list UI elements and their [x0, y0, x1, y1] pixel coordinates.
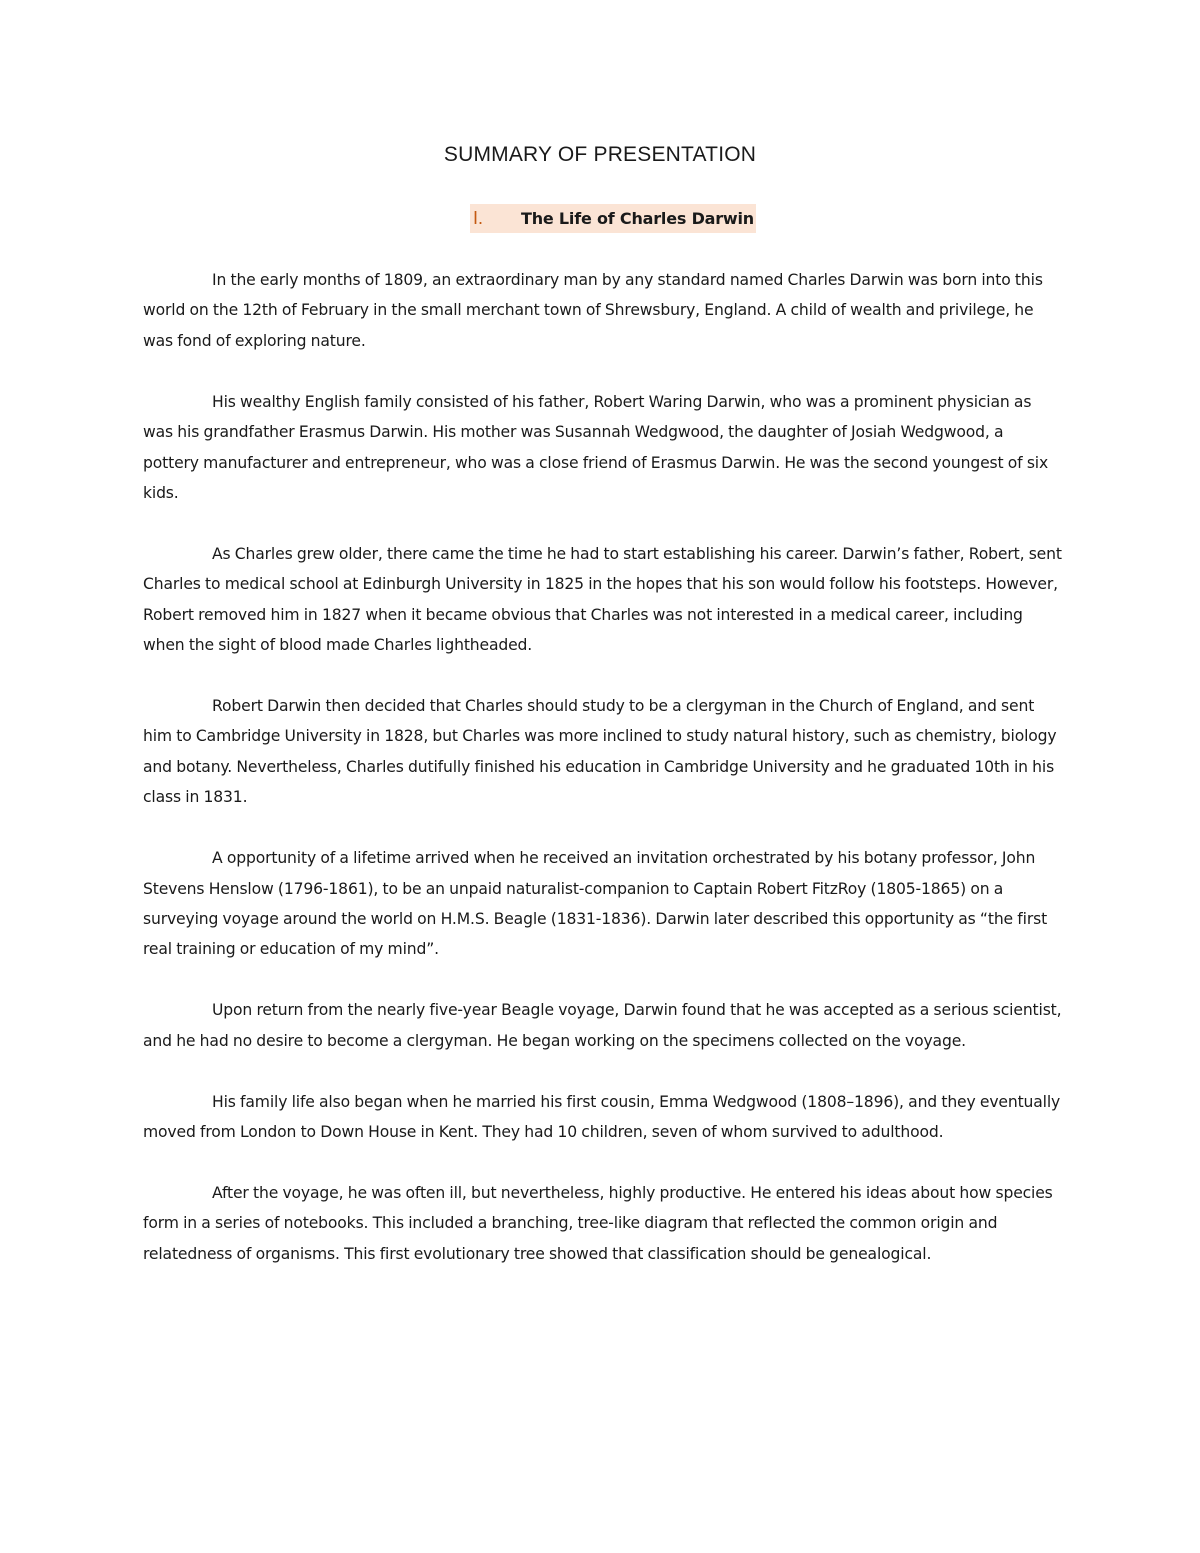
paragraph-family: His wealthy English family consisted of his father, Robert Waring Darwin, who was a prominent physician as was his grandfather Erasmus Darwin. His mother was Susannah Wedgwood, the daughter of Josiah Wedgwood, a pottery manufacturer and entrepreneur, who was a close friend of Erasmus Darwin. He was the second youngest of six kids. [143, 392, 1049, 502]
document-body [143, 265, 1063, 1300]
paragraph-marriage: His family life also began when he married his first cousin, Emma Wedgwood (1808–1896), and they eventually moved from London to Down House in Kent. They had 10 children, seven of whom survived to adulthood. [143, 1092, 1061, 1141]
paragraph-beagle-invitation: A opportunity of a lifetime arrived when he received an invitation orchestrated by his botany professor, John Stevens Henslow (1796-1861), to be an unpaid naturalist-companion to Captain Robert FitzRoy (1805-1865) on a surveying voyage around the world on H.M.S. Beagle (1831-1836). Darwin later described this opportunity as “the first real training or education of my mind”. [143, 849, 1048, 959]
paragraph-cambridge: Robert Darwin then decided that Charles should study to be a clergyman in the Church of England, and sent him to Cambridge University in 1828, but Charles was more inclined to study natural history, such as chemistry, biology and botany. Nevertheless, Charles dutifully finished his education in Cambridge University and he graduated 10th in his class in 1831. [143, 696, 1057, 807]
paragraph-medical-school: As Charles grew older, there came the time he had to start establishing his career. Darwin’s father, Robert, sent Charles to medical school at Edinburgh University in 1825 in the hopes that his son would follow his footsteps. However, Robert removed him in 1827 when it became obvious that Charles was not interested in a medical career, including when the sight of blood made Charles lightheaded. [143, 544, 1062, 655]
paragraph-notebooks: After the voyage, he was often ill, but nevertheless, highly productive. He entered his ideas about how species form in a series of notebooks. This included a branching, tree-like diagram that reflected the common origin and relatedness of organisms. This first evolutionary tree showed that classification should be genealogical. [143, 1183, 1053, 1263]
section-heading-text: The Life of Charles Darwin [521, 209, 754, 228]
paragraph-return: Upon return from the nearly five-year Beagle voyage, Darwin found that he was accepted as a serious scientist, and he had no desire to become a clergyman. He began working on the specimens collected on the voyage. [143, 1001, 1062, 1050]
document-title: SUMMARY OF PRESENTATION [443, 143, 757, 166]
paragraph-birth: In the early months of 1809, an extraordinary man by any standard named Charles Darwin was born into this world on the 12th of February in the small merchant town of Shrewsbury, England. A child of wealth and privilege, he was fond of exploring nature. [143, 271, 1043, 350]
section-heading [470, 204, 756, 233]
section-numeral: I. [473, 208, 484, 228]
